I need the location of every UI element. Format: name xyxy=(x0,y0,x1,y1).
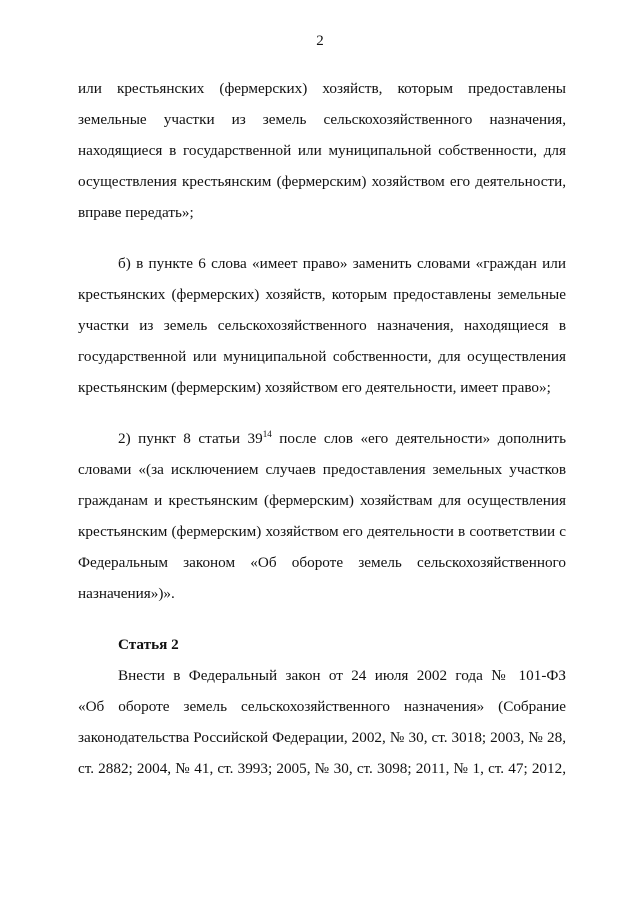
page-number: 2 xyxy=(316,33,324,49)
text-line: участки из земель сельскохозяйственного назначения, находящиеся в xyxy=(78,317,566,334)
paragraph-continuation xyxy=(78,73,566,228)
text-run: 2) пункт 8 статьи 39 xyxy=(118,430,263,447)
text-line: «Об обороте земель сельскохозяйственного назначения» (Собрание xyxy=(78,698,566,715)
text-line: гражданам и крестьянским (фермерским) хозяйствам для осуществления xyxy=(78,492,566,509)
text-line: земельные участки из земель сельскохозяйственного назначения, xyxy=(78,111,566,128)
text-line: назначения»)». xyxy=(78,585,175,602)
text-run: после слов «его деятельности» дополнить xyxy=(271,430,566,447)
text-line: государственной или муниципальной собственности, для осуществления xyxy=(78,348,566,365)
text-line: осуществления крестьянским (фермерским) хозяйством его деятельности, xyxy=(78,173,566,190)
text-line: Федеральным законом «Об обороте земель сельскохозяйственного xyxy=(78,554,566,571)
paragraph-article-2 xyxy=(78,660,566,784)
text-line: крестьянским (фермерским) хозяйством его деятельности, имеет право»; xyxy=(78,379,551,396)
text-line: б) в пункте 6 слова «имеет право» заменить словами «граждан или xyxy=(118,255,566,272)
text-line: Внести в Федеральный закон от 24 июля 2002 года № 101-ФЗ xyxy=(118,667,566,684)
text-line: вправе передать»; xyxy=(78,204,194,221)
text-line: словами «(за исключением случаев предоставления земельных участков xyxy=(78,461,566,478)
document-body xyxy=(78,73,566,784)
text-line: или крестьянских (фермерских) хозяйств, которым предоставлены xyxy=(78,80,566,97)
text-line: крестьянских (фермерских) хозяйств, которым предоставлены земельные xyxy=(78,286,566,303)
article-heading: Статья 2 xyxy=(118,636,179,653)
text-line: законодательства Российской Федерации, 2002, № 30, ст. 3018; 2003, № 28, xyxy=(78,729,566,746)
paragraph-item-2 xyxy=(78,423,566,609)
text-line: находящиеся в государственной или муниципальной собственности, для xyxy=(78,142,566,159)
superscript: 14 xyxy=(262,428,272,439)
text-line xyxy=(78,423,566,454)
text-line: ст. 2882; 2004, № 41, ст. 3993; 2005, № 30, ст. 3098; 2011, № 1, ст. 47; 2012, xyxy=(78,760,566,777)
paragraph-item-b xyxy=(78,248,566,403)
text-line: крестьянским (фермерским) хозяйством его деятельности в соответствии с xyxy=(78,523,566,540)
